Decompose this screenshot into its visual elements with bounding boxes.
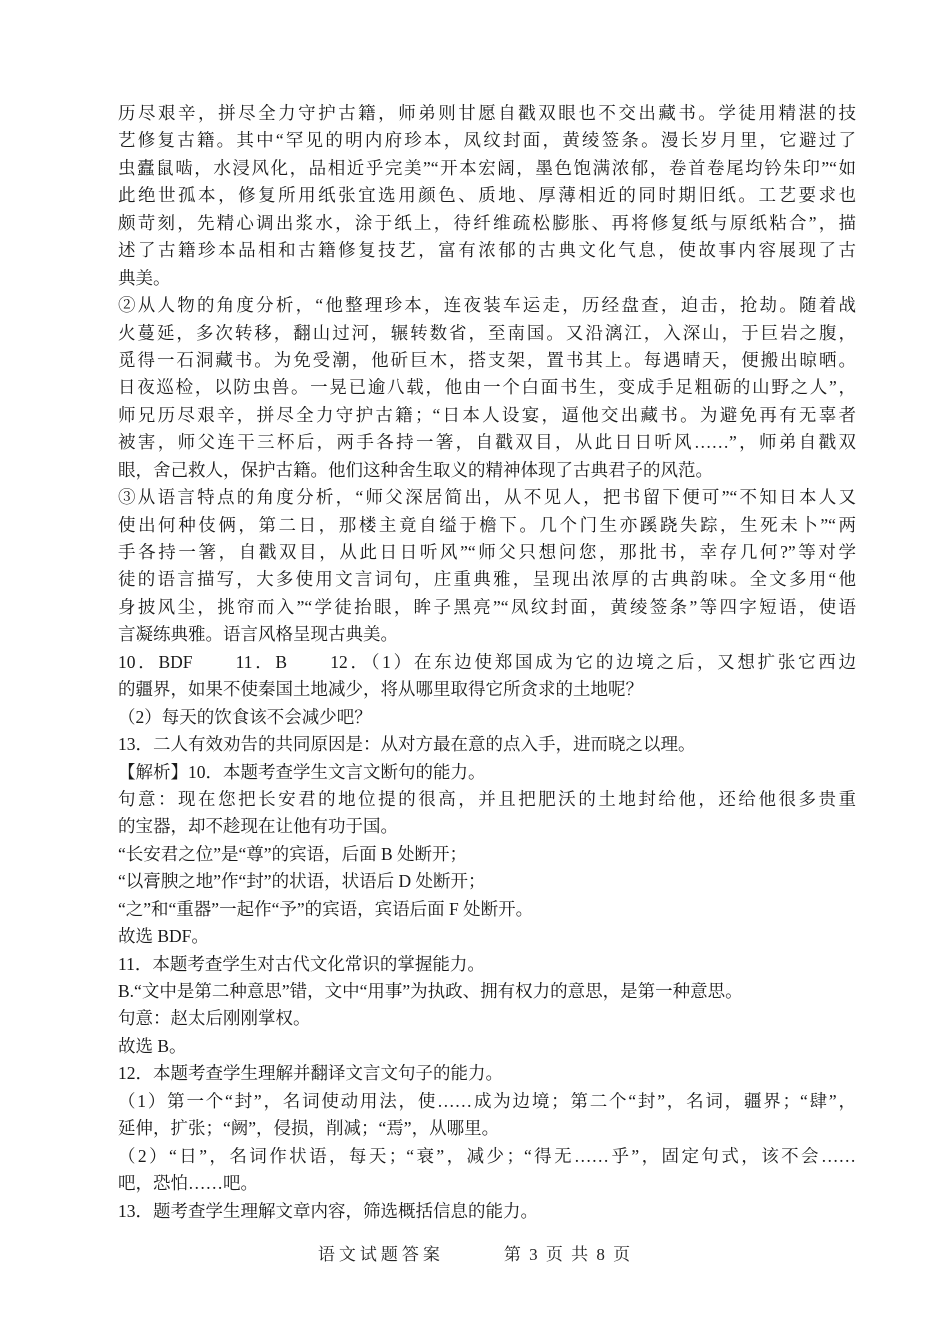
text-line: （2）“日”，名词作状语，每天；“衰”，减少；“得无……乎”，固定句式，该不会…… [118, 1145, 856, 1166]
text-line: 典美。 [118, 267, 171, 288]
text-line: 日夜巡检，以防虫兽。一晃已逾八载，他由一个白面书生，变成手足粗砺的山野之人”， [118, 377, 856, 398]
text-line: 11．本题考查学生对古代文化常识的掌握能力。 [118, 953, 485, 974]
text-line: ③从语言特点的角度分析，“师父深居简出，从不见人，把书留下便可”“不知日本人又 [118, 487, 856, 508]
answer-text-block [118, 100, 856, 1225]
text-line: 故选 BDF。 [118, 926, 209, 947]
text-line: 10．BDF 11．B 12．（1）在东边使郑国成为它的边境之后，又想扩张它西边 [118, 651, 856, 672]
text-line: 徒的语言描写，大多使用文言词句，庄重典雅，呈现出浓厚的古典韵味。全文多用“他 [118, 569, 856, 590]
text-line: 的疆界，如果不使秦国土地减少，将从哪里取得它所贪求的土地呢？ [118, 679, 643, 700]
text-line: 颇苛刻，先精心调出浆水，涂于纸上，待纤维疏松膨胀、再将修复纸与原纸粘合”，描 [118, 212, 856, 233]
text-line: ②从人物的角度分析，“他整理珍本，连夜装车运走，历经盘查，迫击，抢劫。随着战 [118, 295, 856, 316]
footer-page-indicator: 第 3 页 共 8 页 [503, 1245, 633, 1264]
text-line: 言凝练典雅。语言风格呈现古典美。 [118, 624, 398, 645]
text-line: 13．题考查学生理解文章内容，筛选概括信息的能力。 [118, 1200, 538, 1221]
text-line: 艺修复古籍。其中“罕见的明内府珍本，凤纹封面，黄绫签条。漫长岁月里，它避过了 [118, 130, 856, 151]
text-line: （1）第一个“封”，名词使动用法，使……成为边境；第二个“封”，名词，疆界；“肆”， [118, 1090, 856, 1111]
text-line: 【解析】10．本题考查学生文言文断句的能力。 [118, 761, 486, 782]
text-line: 使出何种伎俩，第二日，那楼主竟自缢于檐下。几个门生亦蹊跷失踪，生死未卜”“两 [118, 514, 856, 535]
text-line: 历尽艰辛，拼尽全力守护古籍，师弟则甘愿自戳双眼也不交出藏书。学徒用精湛的技 [118, 103, 856, 123]
text-line: 13．二人有效劝告的共同原因是：从对方最在意的点入手，进而晓之以理。 [118, 734, 696, 755]
text-line: 眼，舍己救人，保护古籍。他们这种舍生取义的精神体现了古典君子的风范。 [118, 459, 713, 480]
text-line: 故选 B。 [118, 1035, 187, 1056]
text-line: 句意：赵太后刚刚掌权。 [118, 1008, 311, 1029]
footer-doc-title: 语文试题答案 [317, 1245, 444, 1264]
text-line: 延伸，扩张；“阙”，侵损，削减；“焉”，从哪里。 [118, 1118, 500, 1139]
text-line: 此绝世孤本，修复所用纸张宜选用颜色、质地、厚薄相近的同时期旧纸。工艺要求也 [118, 185, 856, 206]
text-line: （2）每天的饮食该不会减少吧？ [118, 706, 372, 727]
text-line: 师兄历尽艰辛，拼尽全力守护古籍；“日本人设宴，逼他交出藏书。为避免再有无辜者 [118, 404, 856, 425]
text-line: 觅得一石洞藏书。为免受潮，他斫巨木，搭支架，置书其上。每遇晴天，便搬出晾晒。 [118, 349, 856, 370]
text-line: 的宝器，却不趁现在让他有功于国。 [118, 816, 398, 837]
text-line: 吧，恐怕……吧。 [118, 1173, 258, 1194]
text-line: 12．本题考查学生理解并翻译文言文句子的能力。 [118, 1063, 503, 1084]
text-line: “以膏腴之地”作“封”的状语，状语后 D 处断开； [118, 871, 486, 892]
text-line: 述了古籍珍本品相和古籍修复技艺，富有浓郁的古典文化气息，使故事内容展现了古 [118, 240, 856, 261]
text-line: “之”和“重器”一起作“予”的宾语，宾语后面 F 处断开。 [118, 898, 534, 919]
text-line: B.“文中是第二种意思”错，文中“用事”为执政、拥有权力的意思，是第一种意思。 [118, 981, 743, 1001]
text-line: 身披风尘，挑帘而入”“学徒抬眼，眸子黑亮”“凤纹封面，黄绫签条”等四字短语，使语 [118, 596, 856, 617]
text-line: “长安君之位”是“尊”的宾语，后面 B 处断开； [118, 843, 467, 864]
text-line: 虫蠹鼠啮，水浸风化，品相近乎完美”“开本宏阔，墨色饱满浓郁，卷首卷尾均钤朱印”“如 [118, 157, 856, 178]
text-line: 手各持一箸，自戳双目，从此日日听风”“师父只想问您，那批书，幸存几何?”等对学 [118, 542, 856, 562]
page-footer [0, 1240, 950, 1265]
text-line: 句意：现在您把长安君的地位提的很高，并且把肥沃的土地封给他，还给他很多贵重 [118, 788, 856, 809]
text-line: 火蔓延，多次转移，翻山过河，辗转数省，至南国。又沿漓江，入深山，于巨岩之腹， [118, 322, 856, 343]
text-line: 被害，师父连干三杯后，两手各持一箸，自戳双目，从此日日听风……”，师弟自戳双 [118, 432, 856, 453]
